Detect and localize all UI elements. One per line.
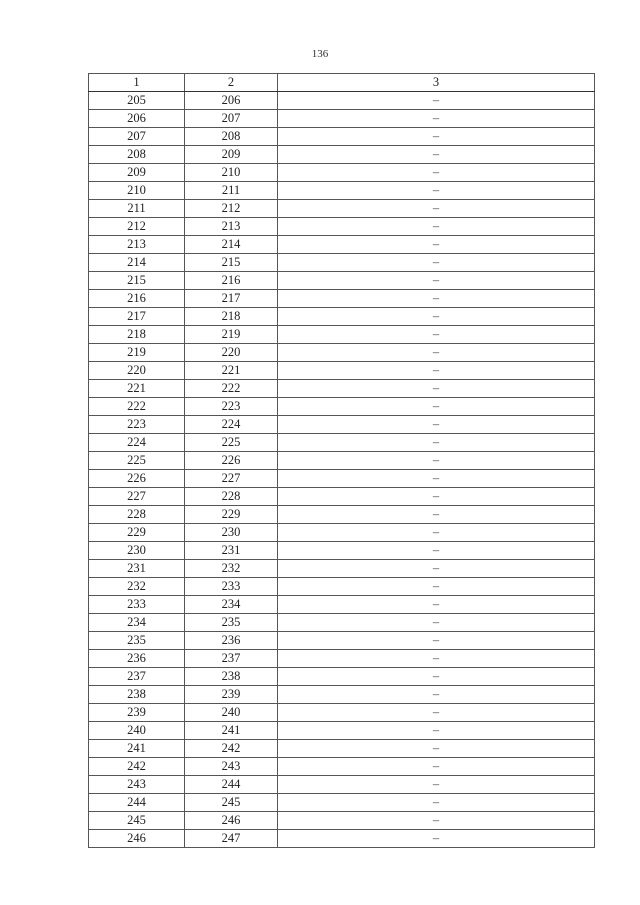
table-row: [89, 416, 595, 434]
table-cell-col3: –: [278, 794, 595, 812]
table-cell-col3: –: [278, 326, 595, 344]
table-cell-col1: 222: [89, 398, 185, 416]
table-cell-col2: 234: [185, 596, 278, 614]
data-table: [88, 73, 595, 848]
table-cell-col3: –: [278, 290, 595, 308]
table-cell-col1: 216: [89, 290, 185, 308]
table-cell-col1: 219: [89, 344, 185, 362]
table-cell-col2: 237: [185, 650, 278, 668]
table-cell-col1: 241: [89, 740, 185, 758]
table-cell-col1: 243: [89, 776, 185, 794]
table-cell-col3: –: [278, 650, 595, 668]
table-row: [89, 614, 595, 632]
page-number: 136: [311, 48, 329, 60]
table-row: [89, 146, 595, 164]
table-cell-col2: 212: [185, 200, 278, 218]
table-cell-col2: 242: [185, 740, 278, 758]
table-cell-col3: –: [278, 776, 595, 794]
table-cell-col2: 230: [185, 524, 278, 542]
table-cell-col2: 207: [185, 110, 278, 128]
table-row: [89, 470, 595, 488]
table-cell-col1: 209: [89, 164, 185, 182]
table-cell-col3: –: [278, 218, 595, 236]
table-cell-col2: 210: [185, 164, 278, 182]
table-cell-col1: 221: [89, 380, 185, 398]
table-cell-col1: 232: [89, 578, 185, 596]
table-cell-col3: –: [278, 632, 595, 650]
table-cell-col2: 226: [185, 452, 278, 470]
table-cell-col2: 213: [185, 218, 278, 236]
table-cell-col3: –: [278, 668, 595, 686]
table-cell-col1: 228: [89, 506, 185, 524]
column-header-2: 2: [185, 74, 278, 92]
table-cell-col1: 205: [89, 92, 185, 110]
table-cell-col3: –: [278, 542, 595, 560]
table-row: [89, 362, 595, 380]
table-cell-col2: 246: [185, 812, 278, 830]
table-cell-col3: –: [278, 236, 595, 254]
table-row: [89, 794, 595, 812]
table-cell-col1: 224: [89, 434, 185, 452]
table-cell-col2: 233: [185, 578, 278, 596]
table-cell-col2: 227: [185, 470, 278, 488]
table-cell-col1: 230: [89, 542, 185, 560]
table-row: [89, 128, 595, 146]
table-cell-col2: 247: [185, 830, 278, 848]
table-row: [89, 830, 595, 848]
table-cell-col1: 235: [89, 632, 185, 650]
table-cell-col2: 229: [185, 506, 278, 524]
table-cell-col1: 215: [89, 272, 185, 290]
table-row: [89, 218, 595, 236]
table-cell-col3: –: [278, 740, 595, 758]
table-cell-col3: –: [278, 488, 595, 506]
table-cell-col1: 207: [89, 128, 185, 146]
table-cell-col2: 245: [185, 794, 278, 812]
table-cell-col2: 219: [185, 326, 278, 344]
table-cell-col2: 244: [185, 776, 278, 794]
table-cell-col2: 221: [185, 362, 278, 380]
table-cell-col2: 209: [185, 146, 278, 164]
table-row: [89, 596, 595, 614]
table-cell-col2: 220: [185, 344, 278, 362]
table-row: [89, 110, 595, 128]
header-row: [89, 74, 595, 92]
table-cell-col3: –: [278, 182, 595, 200]
table-cell-col1: 211: [89, 200, 185, 218]
table-cell-col3: –: [278, 614, 595, 632]
table-row: [89, 200, 595, 218]
table-row: [89, 182, 595, 200]
table-row: [89, 740, 595, 758]
table-cell-col3: –: [278, 146, 595, 164]
table-cell-col2: 211: [185, 182, 278, 200]
table-row: [89, 488, 595, 506]
table-cell-col2: 214: [185, 236, 278, 254]
table-cell-col2: 224: [185, 416, 278, 434]
table-cell-col1: 227: [89, 488, 185, 506]
table-cell-col3: –: [278, 758, 595, 776]
table-row: [89, 776, 595, 794]
table-cell-col2: 222: [185, 380, 278, 398]
table-cell-col1: 225: [89, 452, 185, 470]
table-row: [89, 578, 595, 596]
table-cell-col3: –: [278, 434, 595, 452]
table-cell-col2: 228: [185, 488, 278, 506]
table-cell-col1: 234: [89, 614, 185, 632]
table-cell-col2: 225: [185, 434, 278, 452]
table-row: [89, 542, 595, 560]
table-row: [89, 398, 595, 416]
table-row: [89, 632, 595, 650]
table-row: [89, 686, 595, 704]
table-cell-col2: 218: [185, 308, 278, 326]
table-cell-col1: 246: [89, 830, 185, 848]
table-cell-col3: –: [278, 254, 595, 272]
table-cell-col2: 223: [185, 398, 278, 416]
table-cell-col1: 214: [89, 254, 185, 272]
table-cell-col2: 243: [185, 758, 278, 776]
table-row: [89, 452, 595, 470]
table-row: [89, 524, 595, 542]
table-cell-col3: –: [278, 416, 595, 434]
table-row: [89, 254, 595, 272]
table-cell-col1: 242: [89, 758, 185, 776]
table-row: [89, 236, 595, 254]
table-row: [89, 380, 595, 398]
table-cell-col3: –: [278, 92, 595, 110]
table-cell-col1: 217: [89, 308, 185, 326]
table-cell-col1: 231: [89, 560, 185, 578]
table-cell-col1: 206: [89, 110, 185, 128]
table-cell-col2: 206: [185, 92, 278, 110]
table-cell-col3: –: [278, 398, 595, 416]
table-cell-col1: 245: [89, 812, 185, 830]
table-cell-col3: –: [278, 470, 595, 488]
table-cell-col1: 213: [89, 236, 185, 254]
table-cell-col2: 217: [185, 290, 278, 308]
table-cell-col1: 208: [89, 146, 185, 164]
table-cell-col3: –: [278, 380, 595, 398]
table-row: [89, 560, 595, 578]
table-cell-col2: 238: [185, 668, 278, 686]
table-cell-col1: 210: [89, 182, 185, 200]
table-cell-col2: 208: [185, 128, 278, 146]
table-cell-col3: –: [278, 362, 595, 380]
table-cell-col1: 220: [89, 362, 185, 380]
table-cell-col3: –: [278, 524, 595, 542]
table-cell-col3: –: [278, 560, 595, 578]
table-row: [89, 758, 595, 776]
table-row: [89, 812, 595, 830]
table-row: [89, 506, 595, 524]
table-cell-col1: 244: [89, 794, 185, 812]
table-cell-col1: 233: [89, 596, 185, 614]
table-cell-col1: 238: [89, 686, 185, 704]
table-cell-col3: –: [278, 452, 595, 470]
table-row: [89, 272, 595, 290]
table-cell-col3: –: [278, 110, 595, 128]
table-cell-col2: 240: [185, 704, 278, 722]
table-cell-col3: –: [278, 308, 595, 326]
table-cell-col3: –: [278, 200, 595, 218]
table-row: [89, 308, 595, 326]
column-header-3: 3: [278, 74, 595, 92]
table-cell-col2: 232: [185, 560, 278, 578]
table-row: [89, 326, 595, 344]
table-row: [89, 434, 595, 452]
table-cell-col2: 241: [185, 722, 278, 740]
table-cell-col2: 215: [185, 254, 278, 272]
table-cell-col1: 240: [89, 722, 185, 740]
table-cell-col1: 212: [89, 218, 185, 236]
table-cell-col3: –: [278, 344, 595, 362]
table-cell-col1: 223: [89, 416, 185, 434]
table-row: [89, 92, 595, 110]
table-cell-col3: –: [278, 578, 595, 596]
table-cell-col1: 218: [89, 326, 185, 344]
table-cell-col2: 231: [185, 542, 278, 560]
table-cell-col2: 216: [185, 272, 278, 290]
table-cell-col1: 229: [89, 524, 185, 542]
table-cell-col1: 237: [89, 668, 185, 686]
table-cell-col3: –: [278, 164, 595, 182]
table-row: [89, 290, 595, 308]
table-cell-col3: –: [278, 830, 595, 848]
table-cell-col3: –: [278, 686, 595, 704]
table-cell-col1: 236: [89, 650, 185, 668]
table-row: [89, 668, 595, 686]
table-cell-col3: –: [278, 812, 595, 830]
table-row: [89, 344, 595, 362]
table-row: [89, 722, 595, 740]
table-row: [89, 650, 595, 668]
table-cell-col2: 236: [185, 632, 278, 650]
table-cell-col1: 239: [89, 704, 185, 722]
table-cell-col3: –: [278, 128, 595, 146]
column-header-1: 1: [89, 74, 185, 92]
table-cell-col3: –: [278, 272, 595, 290]
table-cell-col2: 239: [185, 686, 278, 704]
table-row: [89, 164, 595, 182]
table-cell-col2: 235: [185, 614, 278, 632]
table-cell-col3: –: [278, 596, 595, 614]
table-row: [89, 704, 595, 722]
table-cell-col3: –: [278, 722, 595, 740]
table-cell-col3: –: [278, 506, 595, 524]
table-cell-col3: –: [278, 704, 595, 722]
table-cell-col1: 226: [89, 470, 185, 488]
